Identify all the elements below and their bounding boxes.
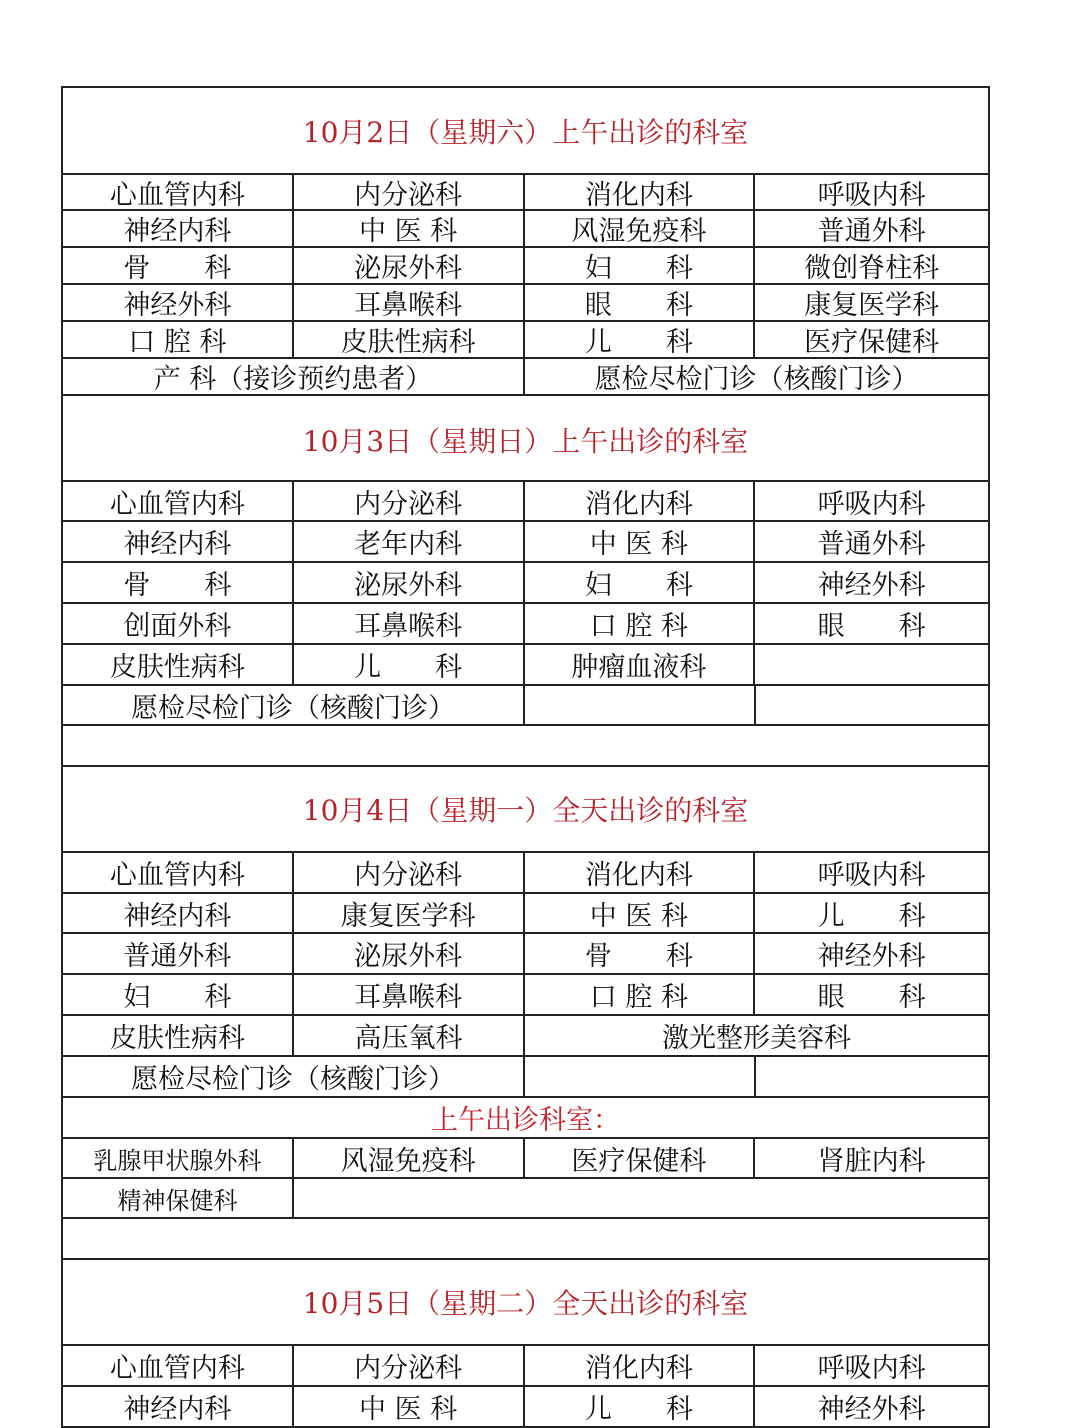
department-cell: 神经内科 <box>63 894 294 932</box>
department-cell: 儿 科 <box>525 1387 756 1426</box>
table-row <box>63 1346 988 1387</box>
table-row <box>63 285 988 322</box>
empty-cell <box>63 726 988 765</box>
section-header <box>63 396 988 482</box>
department-cell: 呼吸内科 <box>817 1353 926 1384</box>
department-cell: 骨 科 <box>525 934 756 973</box>
department-cell: 心血管内科 <box>63 482 294 520</box>
department-cell: 老年内科 <box>294 522 525 561</box>
department-cell: 普通外科 <box>817 216 926 246</box>
section-header <box>63 1260 988 1346</box>
department-cell: 医疗保健科 <box>525 1139 756 1177</box>
department-cell: 乳腺甲状腺外科 <box>63 1139 294 1177</box>
department-cell: 中 医 科 <box>294 211 525 246</box>
section-title: 10月2日（星期六）上午出诊的科室 <box>302 115 749 149</box>
department-cell: 激光整形美容科 <box>662 1023 851 1054</box>
department-cell: 普通外科 <box>63 934 294 973</box>
schedule-table <box>61 86 990 1428</box>
department-cell: 肿瘤血液科 <box>525 645 756 684</box>
empty-cell <box>294 1179 988 1217</box>
table-row <box>63 645 988 686</box>
department-cell: 神经内科 <box>63 211 294 246</box>
table-row <box>63 975 988 1016</box>
department-cell: 消化内科 <box>525 482 756 520</box>
department-cell <box>755 645 988 684</box>
department-cell: 骨 科 <box>63 248 294 283</box>
table-row <box>63 1057 988 1098</box>
department-cell: 皮肤性病科 <box>63 645 294 684</box>
department-cell: 普通外科 <box>817 529 926 560</box>
table-row <box>63 894 988 934</box>
department-cell: 风湿免疫科 <box>525 211 756 246</box>
department-cell: 消化内科 <box>525 853 756 892</box>
department-cell: 泌尿外科 <box>294 934 525 973</box>
table-row <box>63 359 988 396</box>
empty-cell <box>63 1219 988 1258</box>
table-row <box>63 322 988 359</box>
department-cell: 皮肤性病科 <box>294 322 525 357</box>
spacer-row <box>63 1219 988 1260</box>
department-cell: 耳鼻喉科 <box>294 975 525 1014</box>
department-cell: 骨 科 <box>63 563 294 602</box>
department-cell: 愿检尽检门诊（核酸门诊） <box>63 686 525 724</box>
section-title: 10月4日（星期一）全天出诊的科室 <box>302 794 749 827</box>
table-row <box>63 1387 988 1428</box>
table-row <box>63 563 988 604</box>
section-header <box>63 767 988 853</box>
department-cell: 肾脏内科 <box>817 1145 926 1177</box>
department-cell: 心血管内科 <box>63 853 294 892</box>
table-row <box>63 934 988 975</box>
department-cell: 愿检尽检门诊（核酸门诊） <box>594 364 919 394</box>
empty-cell <box>756 686 988 724</box>
table-row <box>63 604 988 645</box>
department-cell: 儿 科 <box>817 900 926 932</box>
morning-label: 上午出诊科室： <box>431 1105 620 1136</box>
department-cell: 内分泌科 <box>294 482 525 520</box>
department-cell: 妇 科 <box>525 563 756 602</box>
department-cell: 心血管内科 <box>63 1346 294 1385</box>
department-cell: 微创脊柱科 <box>804 253 940 283</box>
department-cell: 泌尿外科 <box>294 248 525 283</box>
department-cell: 内分泌科 <box>294 1346 525 1385</box>
table-row <box>63 1139 988 1179</box>
department-cell: 中 医 科 <box>294 1387 525 1426</box>
department-cell: 眼 科 <box>817 611 926 642</box>
spacer-row <box>63 726 988 767</box>
section-title: 10月5日（星期二）全天出诊的科室 <box>302 1287 749 1320</box>
department-cell: 耳鼻喉科 <box>294 604 525 643</box>
department-cell: 神经外科 <box>817 570 926 601</box>
department-cell: 呼吸内科 <box>817 179 926 209</box>
department-cell: 内分泌科 <box>294 175 525 209</box>
table-row <box>63 248 988 285</box>
table-row <box>63 482 988 522</box>
department-cell: 眼 科 <box>817 982 926 1013</box>
department-cell: 内分泌科 <box>294 853 525 892</box>
department-cell: 神经内科 <box>63 1387 294 1426</box>
section-header <box>63 88 988 175</box>
department-cell: 医疗保健科 <box>804 327 940 357</box>
department-cell: 创面外科 <box>63 604 294 643</box>
table-row <box>63 522 988 563</box>
table-row <box>63 1016 988 1057</box>
department-cell: 口 腔 科 <box>63 322 294 357</box>
department-cell: 眼 科 <box>525 285 756 320</box>
department-cell: 耳鼻喉科 <box>294 285 525 320</box>
department-cell: 神经外科 <box>63 285 294 320</box>
department-cell: 消化内科 <box>525 175 756 209</box>
department-cell: 中 医 科 <box>525 894 756 932</box>
table-row <box>63 1179 988 1219</box>
department-cell: 风湿免疫科 <box>294 1139 525 1177</box>
department-cell: 呼吸内科 <box>817 860 926 891</box>
table-row <box>63 686 988 726</box>
department-cell: 神经外科 <box>817 1394 926 1425</box>
empty-cell <box>525 1057 756 1096</box>
table-row <box>63 853 988 894</box>
empty-cell <box>525 686 756 724</box>
department-cell: 妇 科 <box>63 975 294 1014</box>
department-cell: 妇 科 <box>525 248 756 283</box>
department-cell: 口 腔 科 <box>525 604 756 643</box>
department-cell: 泌尿外科 <box>294 563 525 602</box>
department-cell: 康复医学科 <box>294 894 525 932</box>
department-cell: 消化内科 <box>525 1346 756 1385</box>
department-cell: 产 科（接诊预约患者） <box>63 359 525 394</box>
department-cell: 神经内科 <box>63 522 294 561</box>
department-cell: 康复医学科 <box>804 290 940 320</box>
department-cell: 高压氧科 <box>294 1016 525 1055</box>
department-cell: 精神保健科 <box>63 1179 294 1217</box>
subheader-row <box>63 1098 988 1139</box>
department-cell: 儿 科 <box>294 645 525 684</box>
table-row <box>63 175 988 211</box>
section-title: 10月3日（星期日）上午出诊的科室 <box>302 425 749 458</box>
department-cell: 神经外科 <box>817 941 926 972</box>
department-cell: 愿检尽检门诊（核酸门诊） <box>63 1057 525 1096</box>
department-cell: 口 腔 科 <box>525 975 756 1014</box>
department-cell: 皮肤性病科 <box>63 1016 294 1055</box>
department-cell: 心血管内科 <box>63 175 294 209</box>
empty-cell <box>756 1057 988 1096</box>
department-cell: 中 医 科 <box>525 522 756 561</box>
department-cell: 儿 科 <box>525 322 756 357</box>
department-cell: 呼吸内科 <box>817 488 926 520</box>
table-row <box>63 211 988 248</box>
